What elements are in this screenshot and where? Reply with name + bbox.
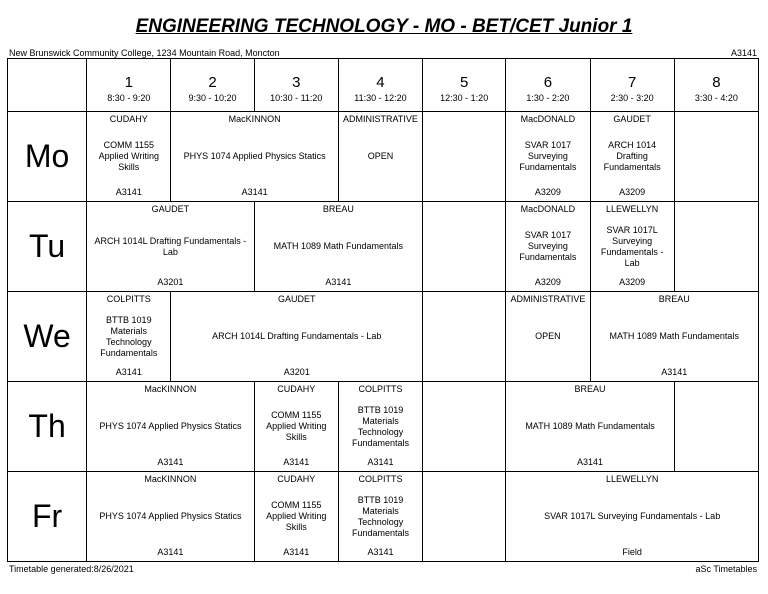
lesson-cell[interactable]: LLEWELLYN SVAR 1017L Surveying Fundamentals - Lab Field <box>506 472 759 562</box>
day-row-tuesday <box>8 202 759 292</box>
empty-cell <box>674 382 758 472</box>
day-label: Tu <box>8 202 87 292</box>
lesson-cell[interactable]: COLPITTS BTTB 1019 Materials Technology Fundamentals A3141 <box>338 472 422 562</box>
empty-cell <box>423 202 506 292</box>
lesson-cell[interactable]: COLPITTS BTTB 1019 Materials Technology Fundamentals A3141 <box>338 382 422 472</box>
lesson-cell[interactable]: BREAU MATH 1089 Math Fundamentals A3141 <box>254 202 422 292</box>
period-header-7: 7 2:30 - 3:20 <box>590 59 674 112</box>
period-header-5: 5 12:30 - 1:20 <box>423 59 506 112</box>
day-row-friday <box>8 472 759 562</box>
lesson-cell[interactable]: CUDAHY COMM 1155 Applied Writing Skills A3141 <box>87 112 171 202</box>
empty-cell <box>423 112 506 202</box>
period-header-4: 4 11:30 - 12:20 <box>338 59 422 112</box>
school-address: New Brunswick Community College, 1234 Mountain Road, Moncton <box>9 48 280 58</box>
empty-cell <box>674 202 758 292</box>
period-header-8: 8 3:30 - 4:20 <box>674 59 758 112</box>
empty-cell <box>674 112 758 202</box>
day-row-thursday <box>8 382 759 472</box>
period-header-row <box>8 59 759 112</box>
day-row-monday <box>8 112 759 202</box>
day-label: Th <box>8 382 87 472</box>
lesson-cell[interactable]: BREAU MATH 1089 Math Fundamentals A3141 <box>506 382 674 472</box>
lesson-cell[interactable]: MacDONALD SVAR 1017 Surveying Fundamentals A3209 <box>506 112 590 202</box>
empty-cell <box>423 472 506 562</box>
lesson-cell[interactable]: MacKINNON PHYS 1074 Applied Physics Statics A3141 <box>87 472 254 562</box>
lesson-cell[interactable]: GAUDET ARCH 1014L Drafting Fundamentals - Lab A3201 <box>87 202 254 292</box>
period-header-6: 6 1:30 - 2:20 <box>506 59 590 112</box>
day-label: We <box>8 292 87 382</box>
period-header-3: 3 10:30 - 11:20 <box>254 59 338 112</box>
lesson-cell[interactable]: MacDONALD SVAR 1017 Surveying Fundamentals A3209 <box>506 202 590 292</box>
lesson-cell[interactable]: ADMINISTRATIVE OPEN <box>506 292 590 382</box>
generated-date: Timetable generated:8/26/2021 <box>9 564 134 574</box>
empty-cell <box>423 382 506 472</box>
lesson-cell[interactable]: GAUDET ARCH 1014L Drafting Fundamentals - Lab A3201 <box>171 292 423 382</box>
lesson-cell[interactable]: ADMINISTRATIVE OPEN <box>338 112 422 202</box>
period-header-1: 1 8:30 - 9:20 <box>87 59 171 112</box>
period-header-2: 2 9:30 - 10:20 <box>171 59 254 112</box>
page-title: ENGINEERING TECHNOLOGY - MO - BET/CET Junior 1 <box>135 16 633 37</box>
day-label: Fr <box>8 472 87 562</box>
lesson-cell[interactable]: COLPITTS BTTB 1019 Materials Technology Fundamentals A3141 <box>87 292 171 382</box>
room-code: A3141 <box>730 48 757 58</box>
lesson-cell[interactable]: LLEWELLYN SVAR 1017L Surveying Fundamentals - Lab A3209 <box>590 202 674 292</box>
lesson-cell[interactable]: MacKINNON PHYS 1074 Applied Physics Statics A3141 <box>171 112 338 202</box>
corner-cell <box>8 59 87 112</box>
lesson-cell[interactable]: BREAU MATH 1089 Math Fundamentals A3141 <box>590 292 758 382</box>
day-row-wednesday <box>8 292 759 382</box>
lesson-cell[interactable]: CUDAHY COMM 1155 Applied Writing Skills A3141 <box>254 382 338 472</box>
software-credit: aSc Timetables <box>695 564 757 574</box>
empty-cell <box>423 292 506 382</box>
lesson-cell[interactable]: MacKINNON PHYS 1074 Applied Physics Statics A3141 <box>87 382 254 472</box>
day-label: Mo <box>8 112 87 202</box>
lesson-cell[interactable]: CUDAHY COMM 1155 Applied Writing Skills A3141 <box>254 472 338 562</box>
lesson-cell[interactable]: GAUDET ARCH 1014 Drafting Fundamentals A3209 <box>590 112 674 202</box>
timetable-grid <box>7 58 759 562</box>
